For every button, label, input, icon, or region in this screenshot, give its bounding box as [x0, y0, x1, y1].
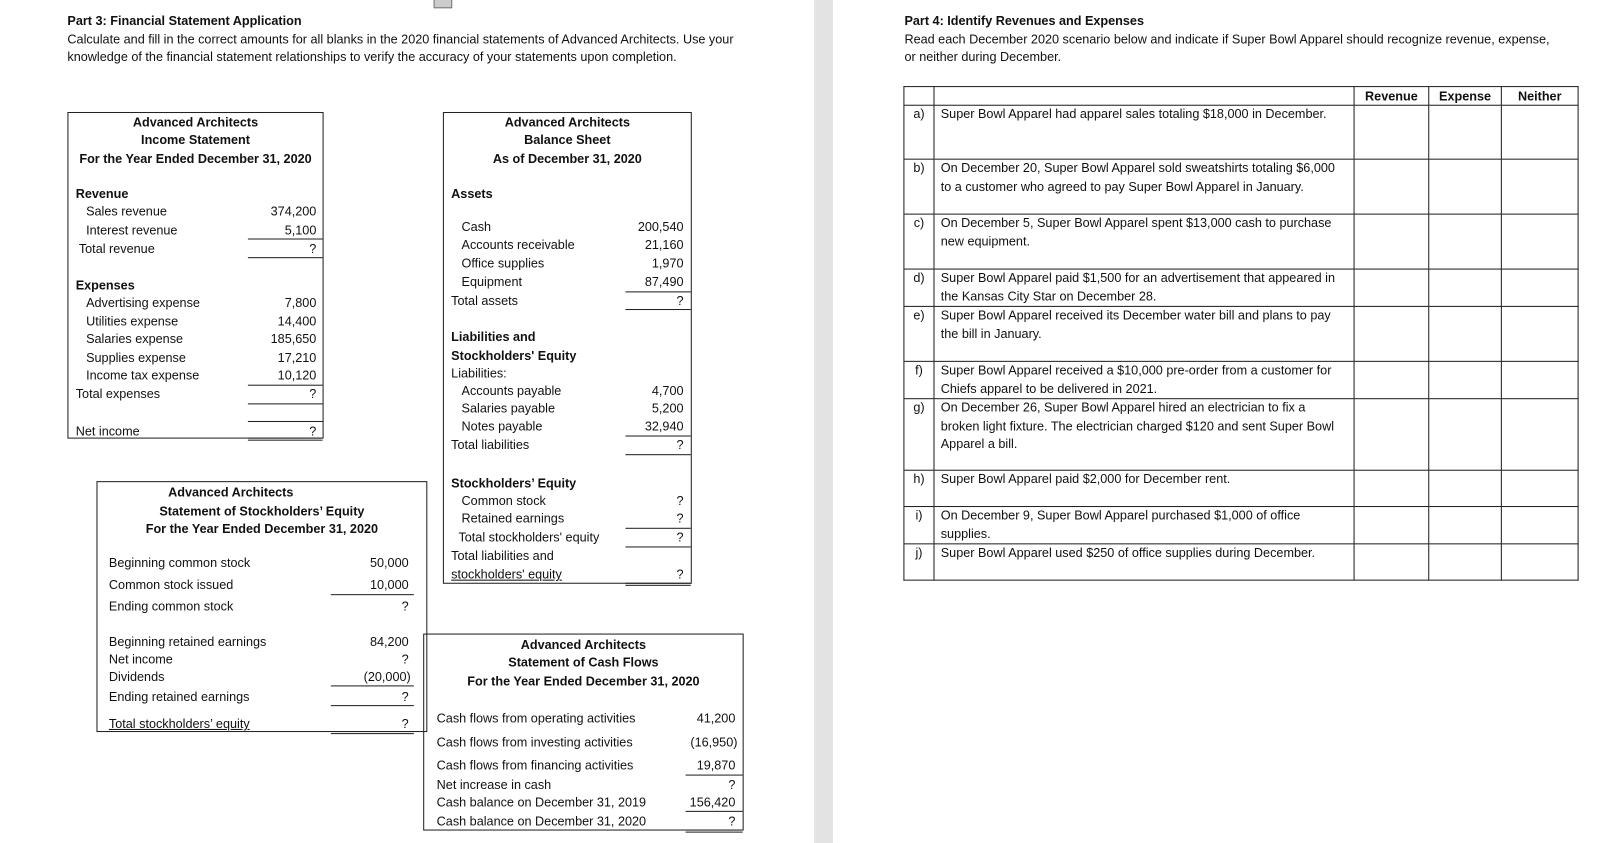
part4-instructions: Read each December 2020 scenario below and indicate if Super Bowl Apparel should recognize revenue, expense, or neither during December. — [904, 32, 1550, 65]
ending-re-value[interactable]: ? — [401, 689, 409, 705]
cf-period: For the Year Ended December 31, 2020 — [467, 673, 700, 689]
expense-cell[interactable] — [1429, 306, 1502, 361]
interest-revenue-value: 5,100 — [284, 222, 317, 238]
neither-cell[interactable] — [1501, 159, 1578, 214]
income-tax-value: 10,120 — [277, 368, 317, 383]
net-increase-label: Net increase in cash — [436, 777, 552, 793]
scenario-letter: h) — [904, 470, 934, 506]
total-se-eq-value[interactable]: ? — [401, 716, 409, 732]
total-assets-value[interactable]: ? — [676, 293, 684, 308]
expense-cell[interactable] — [1429, 470, 1502, 506]
scenario-text: Super Bowl Apparel had apparel sales totaling $18,000 in December. — [934, 105, 1354, 159]
investing-label: Cash flows from investing activities — [436, 735, 633, 750]
total-assets-label: Total assets — [451, 293, 518, 308]
se-net-income-label: Net income — [108, 652, 173, 667]
is-title: Income Statement — [141, 132, 250, 148]
ar-label: Accounts receivable — [461, 237, 575, 252]
page-divider — [814, 0, 833, 843]
scenario-text: Super Bowl Apparel received a $10,000 pre-order from a customer for Chiefs apparel to be delivered in 2021. — [934, 361, 1354, 398]
revenue-cell[interactable] — [1354, 361, 1429, 398]
part4-title: Part 4: Identify Revenues and Expenses — [904, 13, 1144, 28]
revenue-cell[interactable] — [1354, 544, 1429, 580]
column-expense: Expense — [1429, 87, 1502, 106]
beginning-cs-label: Beginning common stock — [108, 555, 251, 571]
neither-cell[interactable] — [1501, 544, 1578, 580]
beginning-cash-label: Cash balance on December 31, 2019 — [436, 795, 647, 810]
office-supplies-value: 1,970 — [651, 256, 684, 271]
se-period: For the Year Ended December 31, 2020 — [145, 521, 379, 537]
advertising-value: 7,800 — [284, 295, 317, 311]
neither-cell[interactable] — [1501, 105, 1578, 159]
stockholders-equity-statement — [96, 481, 427, 732]
beginning-re-label: Beginning retained earnings — [108, 634, 267, 650]
retained-earnings-value[interactable]: ? — [676, 511, 684, 526]
office-supplies-label: Office supplies — [461, 256, 545, 271]
scenario-text: On December 26, Super Bowl Apparel hired an electrician to fix a broken light fixture. The electrician charged $120 and sent Super Bowl Apparel a bill. — [934, 399, 1354, 471]
beginning-re-value: 84,200 — [369, 634, 409, 650]
sales-revenue-value: 374,200 — [270, 204, 317, 219]
beginning-cash-value: 156,420 — [689, 795, 736, 810]
table-header-row — [904, 87, 1578, 106]
table-row — [904, 306, 1578, 361]
total-se-value[interactable]: ? — [676, 529, 684, 545]
revenue-cell[interactable] — [1354, 470, 1429, 506]
table-row — [904, 470, 1578, 506]
dividends-value: (20,000) — [363, 669, 411, 685]
ar-value: 21,160 — [644, 237, 684, 252]
scenario-letter: b) — [904, 159, 934, 214]
scenario-text: Super Bowl Apparel received its December water bill and plans to pay the bill in January. — [934, 306, 1354, 361]
total-liabilities-label: Total liabilities — [451, 437, 530, 453]
expense-cell[interactable] — [1429, 507, 1502, 544]
cf-company: Advanced Architects — [520, 637, 647, 653]
bs-title: Balance Sheet — [524, 132, 611, 148]
ap-value: 4,700 — [651, 383, 684, 399]
net-income-label: Net income — [75, 424, 140, 439]
scenario-letter: a) — [904, 105, 934, 159]
neither-cell[interactable] — [1501, 470, 1578, 506]
scenario-text: On December 5, Super Bowl Apparel spent $13,000 cash to purchase new equipment. — [934, 214, 1354, 269]
expense-cell[interactable] — [1429, 214, 1502, 269]
financing-value: 19,870 — [696, 757, 736, 773]
scenario-text: On December 20, Super Bowl Apparel sold sweatshirts totaling $6,000 to a customer who agreed to pay Super Bowl Apparel in January. — [934, 159, 1354, 214]
bs-company: Advanced Architects — [504, 115, 630, 130]
revenue-heading: Revenue — [75, 186, 129, 202]
cash-value: 200,540 — [637, 219, 684, 235]
scenario-text: Super Bowl Apparel paid $1,500 for an advertisement that appeared in the Kansas City Star on December 28. — [934, 269, 1354, 306]
assets-heading: Assets — [451, 186, 493, 202]
total-liab-se-label-2: stockholders' equity — [451, 567, 562, 582]
se-heading: Stockholders’ Equity — [451, 475, 577, 491]
cash-label: Cash — [461, 219, 492, 235]
advertising-label: Advertising expense — [86, 295, 200, 311]
cash-flow-statement — [423, 634, 743, 831]
sales-revenue-label: Sales revenue — [86, 204, 167, 219]
table-row — [904, 507, 1578, 544]
table-row — [904, 159, 1578, 214]
bs-period: As of December 31, 2020 — [492, 151, 642, 166]
salaries-label: Salaries expense — [86, 331, 184, 347]
operating-label: Cash flows from operating activities — [436, 711, 636, 726]
table-row — [904, 214, 1578, 269]
retained-earnings-label: Retained earnings — [461, 511, 565, 526]
total-revenue-value[interactable]: ? — [309, 241, 317, 257]
common-stock-label: Common stock — [461, 493, 546, 509]
scenario-letter: g) — [904, 399, 934, 471]
balance-sheet — [443, 112, 692, 584]
interest-revenue-label: Interest revenue — [86, 222, 178, 238]
utilities-value: 14,400 — [277, 314, 317, 329]
cs-issued-label: Common stock issued — [108, 577, 234, 593]
revenue-cell[interactable] — [1354, 269, 1429, 306]
ending-cs-value[interactable]: ? — [401, 599, 409, 614]
financing-label: Cash flows from financing activities — [436, 757, 634, 773]
revenue-cell[interactable] — [1354, 214, 1429, 269]
revenue-cell[interactable] — [1354, 399, 1429, 471]
net-income-value[interactable]: ? — [309, 424, 317, 439]
neither-cell[interactable] — [1501, 361, 1578, 398]
column-neither: Neither — [1501, 87, 1578, 106]
expense-cell[interactable] — [1429, 269, 1502, 306]
se-net-income-value[interactable]: ? — [401, 652, 409, 667]
income-statement — [67, 112, 323, 439]
salaries-payable-label: Salaries payable — [461, 401, 556, 416]
total-se-eq-label: Total stockholders’ equity — [108, 716, 250, 732]
scenario-letter: j) — [904, 544, 934, 580]
ending-re-label: Ending retained earnings — [108, 689, 250, 705]
total-liab-se-value[interactable]: ? — [676, 567, 684, 582]
expense-cell[interactable] — [1429, 105, 1502, 159]
total-se-label: Total stockholders' equity — [458, 529, 600, 545]
equipment-value: 87,490 — [644, 274, 684, 290]
table-row — [904, 361, 1578, 398]
total-revenue-label: Total revenue — [78, 241, 155, 257]
equipment-label: Equipment — [461, 274, 522, 290]
neither-cell[interactable] — [1501, 269, 1578, 306]
revenue-cell[interactable] — [1354, 159, 1429, 214]
table-row — [904, 105, 1578, 159]
liab-heading-1: Liabilities and — [451, 329, 536, 345]
investing-value: (16,950) — [690, 735, 738, 750]
scenario-letter: c) — [904, 214, 934, 269]
is-company: Advanced Architects — [132, 115, 259, 130]
operating-value: 41,200 — [696, 711, 736, 726]
scenario-letter: e) — [904, 306, 934, 361]
notes-payable-value: 32,940 — [644, 418, 684, 434]
cs-issued-value: 10,000 — [369, 577, 409, 593]
table-row — [904, 269, 1578, 306]
se-title: Statement of Stockholders’ Equity — [159, 503, 365, 519]
income-tax-label: Income tax expense — [86, 368, 200, 383]
expense-cell[interactable] — [1429, 399, 1502, 471]
notes-payable-label: Notes payable — [461, 418, 543, 434]
total-expenses-value[interactable]: ? — [309, 386, 317, 402]
ap-label: Accounts payable — [461, 383, 562, 399]
scenario-text: Super Bowl Apparel used $250 of office supplies during December. — [934, 544, 1354, 580]
scenario-text: On December 9, Super Bowl Apparel purchased $1,000 of office supplies. — [934, 507, 1354, 544]
scenario-letter: d) — [904, 269, 934, 306]
expense-cell[interactable] — [1429, 159, 1502, 214]
revenue-expense-table — [903, 86, 1578, 581]
part3-title: Part 3: Financial Statement Application — [67, 13, 302, 28]
part3-instructions: Calculate and fill in the correct amounts for all blanks in the 2020 financial statements of Advanced Architects. Use your knowledge of the financial statement relationships to verify the accuracy of your statements upon completion. — [67, 32, 734, 65]
expense-cell[interactable] — [1429, 361, 1502, 398]
toolbar-icon[interactable] — [434, 0, 453, 8]
revenue-cell[interactable] — [1354, 306, 1429, 361]
net-increase-value[interactable]: ? — [728, 777, 736, 793]
salaries-payable-value: 5,200 — [651, 401, 684, 416]
expenses-heading: Expenses — [75, 277, 135, 293]
neither-cell[interactable] — [1501, 306, 1578, 361]
neither-cell[interactable] — [1501, 214, 1578, 269]
revenue-cell[interactable] — [1354, 105, 1429, 159]
ending-cs-label: Ending common stock — [108, 599, 234, 614]
supplies-value: 17,210 — [277, 350, 317, 365]
se-company: Advanced Architects — [168, 485, 294, 500]
total-liab-se-label-1: Total liabilities and — [451, 548, 554, 564]
dividends-label: Dividends — [108, 669, 165, 685]
ending-cash-value[interactable]: ? — [728, 813, 736, 829]
ending-cash-label: Cash balance on December 31, 2020 — [436, 813, 647, 829]
scenario-text: Super Bowl Apparel paid $2,000 for December rent. — [934, 470, 1354, 506]
utilities-label: Utilities expense — [86, 314, 179, 329]
salaries-value: 185,650 — [270, 331, 317, 347]
neither-cell[interactable] — [1501, 507, 1578, 544]
table-row — [904, 544, 1578, 580]
neither-cell[interactable] — [1501, 399, 1578, 471]
scenario-letter: f) — [904, 361, 934, 398]
total-liabilities-value[interactable]: ? — [676, 437, 684, 453]
scenario-letter: i) — [904, 507, 934, 544]
column-revenue: Revenue — [1354, 87, 1429, 106]
is-period: For the Year Ended December 31, 2020 — [79, 151, 312, 166]
liabilities-label: Liabilities: — [451, 366, 507, 381]
total-expenses-label: Total expenses — [75, 386, 161, 402]
revenue-cell[interactable] — [1354, 507, 1429, 544]
supplies-label: Supplies expense — [86, 350, 186, 365]
cf-title: Statement of Cash Flows — [508, 655, 659, 670]
beginning-cs-value: 50,000 — [369, 555, 409, 571]
common-stock-value[interactable]: ? — [676, 493, 684, 509]
expense-cell[interactable] — [1429, 544, 1502, 580]
table-row — [904, 399, 1578, 471]
liab-heading-2: Stockholders' Equity — [451, 348, 577, 363]
